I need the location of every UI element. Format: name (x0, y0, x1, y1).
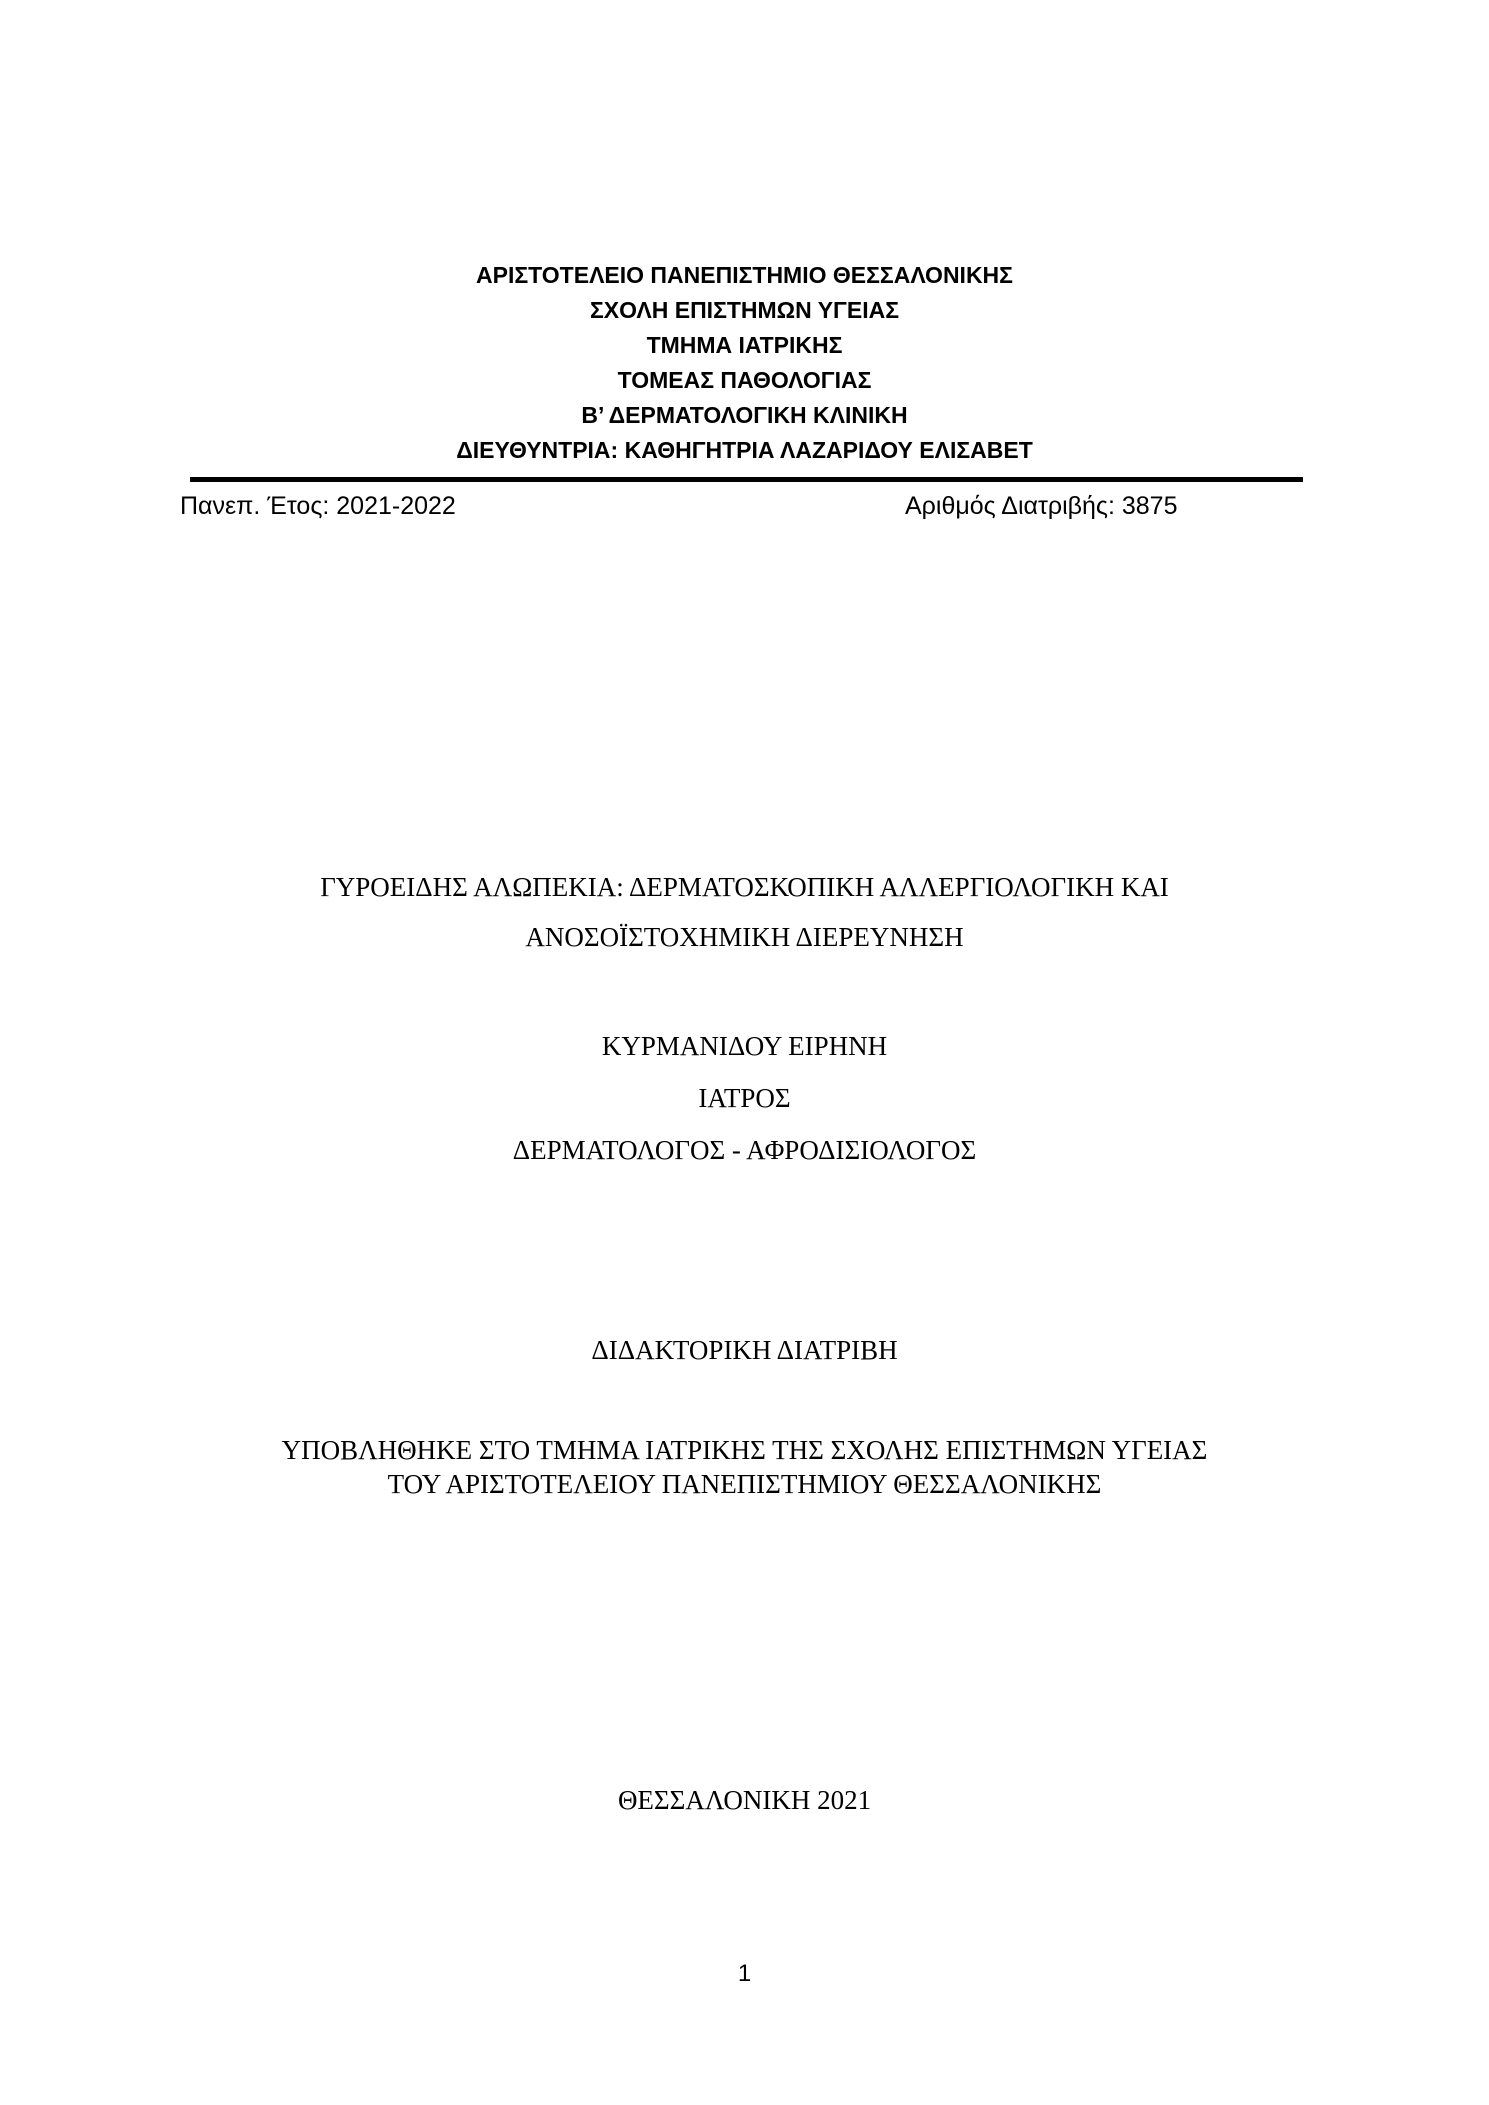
department-name: ΤΜΗΜΑ ΙΑΤΡΙΚΗΣ (646, 332, 843, 358)
thesis-number: Αριθμός Διατριβής: 3875 (905, 492, 1178, 520)
submission-statement (0, 1433, 1489, 1501)
submission-line-2: ΤΟΥ ΑΡΙΣΤΟΤΕΛΕΙΟΥ ΠΑΝΕΠΙΣΤΗΜΙΟΥ ΘΕΣΣΑΛΟΝΙΚΗΣ (387, 1469, 1102, 1499)
academic-year: Πανεπ. Έτος: 2021-2022 (180, 492, 456, 520)
page-number: 1 (737, 1960, 752, 1987)
submission-line-1: ΥΠΟΒΛΗΘΗΚΕ ΣΤΟ ΤΜΗΜΑ ΙΑΤΡΙΚΗΣ ΤΗΣ ΣΧΟΛΗΣ ΕΠΙΣΤΗΜΩΝ ΥΓΕΙΑΣ (281, 1435, 1208, 1465)
thesis-title-line-1: ΓΥΡΟΕΙΔΗΣ ΑΛΩΠΕΚΙΑ: ΔΕΡΜΑΤΟΣΚΟΠΙΚΗ ΑΛΛΕΡΓΙΟΛΟΓΙΚΗ ΚΑΙ (320, 872, 1169, 902)
sector-name: ΤΟΜΕΑΣ ΠΑΘΟΛΟΓΙΑΣ (617, 367, 872, 393)
place-and-year: ΘΕΣΣΑΛΟΝΙΚΗ 2021 (617, 1785, 872, 1815)
author-specialty: ΔΕΡΜΑΤΟΛΟΓΟΣ - ΑΦΡΟΔΙΣΙΟΛΟΓΟΣ (512, 1135, 977, 1165)
author-profession: ΙΑΤΡΟΣ (698, 1083, 791, 1113)
author-name: ΚΥΡΜΑΝΙΔΟΥ ΕΙΡΗΝΗ (601, 1031, 888, 1061)
header-divider (190, 477, 1303, 482)
university-name: ΑΡΙΣΤΟΤΕΛΕΙΟ ΠΑΝΕΠΙΣΤΗΜΙΟ ΘΕΣΣΑΛΟΝΙΚΗΣ (476, 262, 1013, 288)
institution-header (0, 258, 1489, 468)
thesis-title-line-2: ΑΝΟΣΟΪΣΤΟΧΗΜΙΚΗ ΔΙΕΡΕΥΝΗΣΗ (525, 922, 964, 952)
director-name: ΔΙΕΥΘΥΝΤΡΙΑ: ΚΑΘΗΓΗΤΡΙΑ ΛΑΖΑΡΙΔΟΥ ΕΛΙΣΑΒΕΤ (456, 437, 1033, 463)
thesis-title (0, 862, 1489, 962)
thesis-type: ΔΙΔΑΚΤΟΡΙΚΗ ΔΙΑΤΡΙΒΗ (591, 1335, 898, 1365)
school-name: ΣΧΟΛΗ ΕΠΙΣΤΗΜΩΝ ΥΓΕΙΑΣ (589, 297, 900, 323)
clinic-name: Β’ ΔΕΡΜΑΤΟΛΟΓΙΚΗ ΚΛΙΝΙΚΗ (581, 402, 908, 428)
thesis-meta-row (0, 488, 1489, 524)
author-block (0, 1020, 1489, 1176)
